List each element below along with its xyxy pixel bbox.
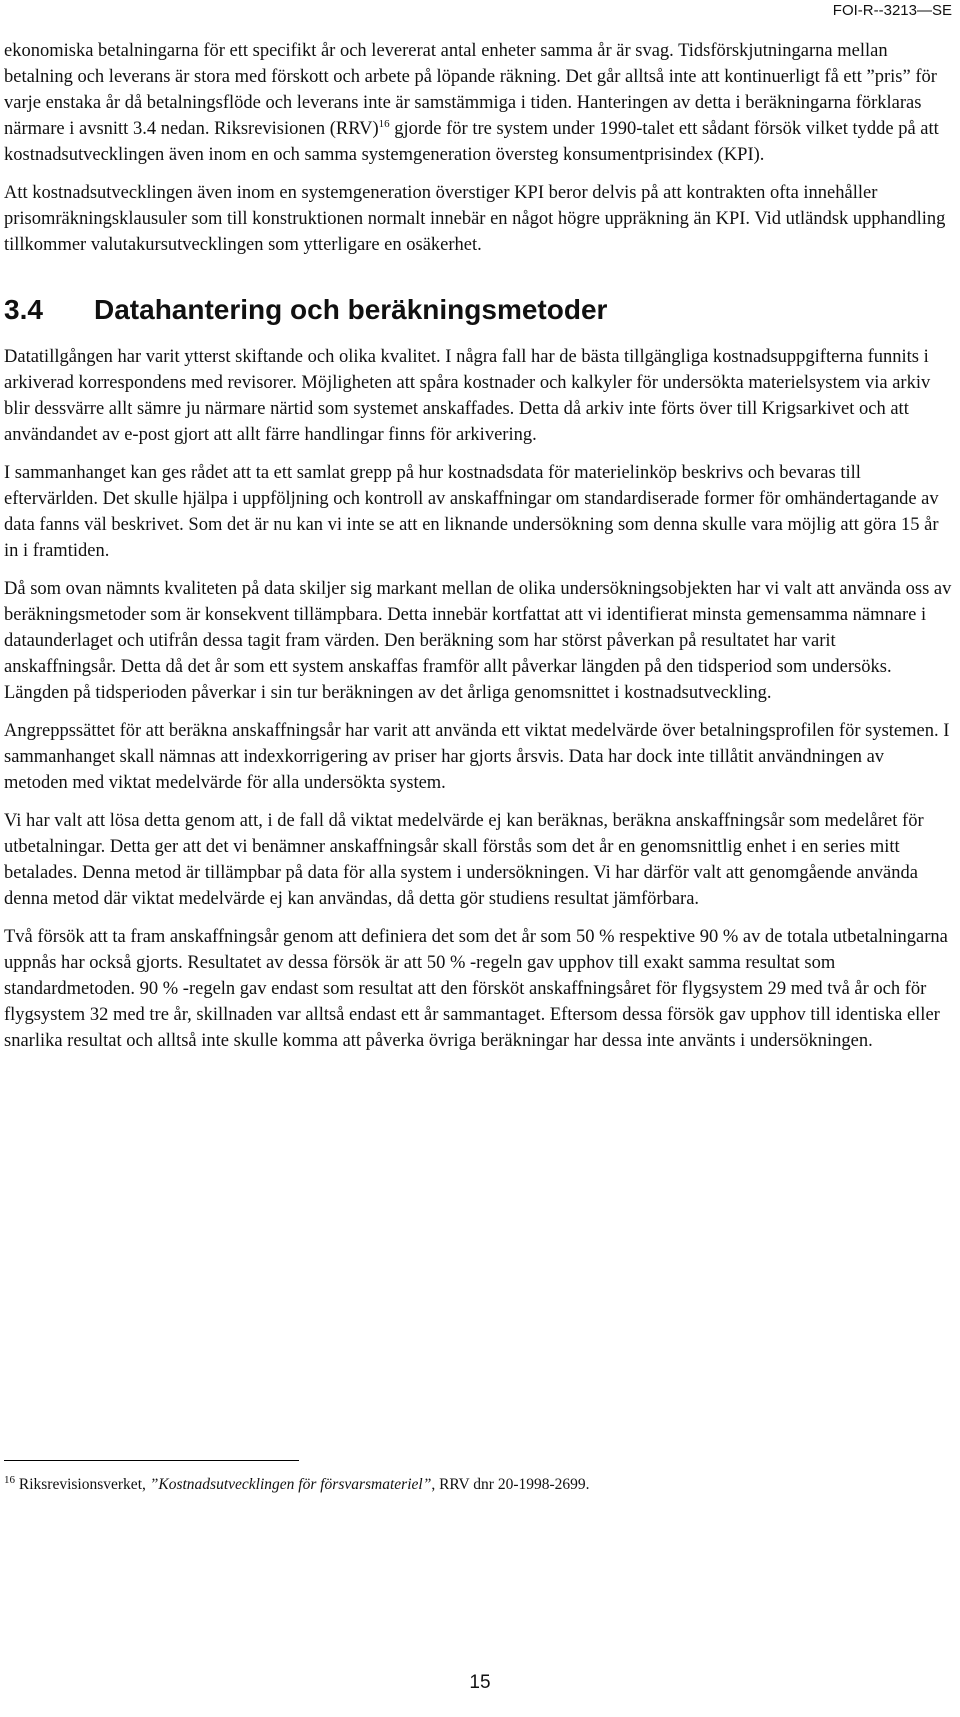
paragraph: Då som ovan nämnts kvaliteten på data skiljer sig markant mellan de olika undersökningsobjekten har vi valt att använda oss av beräkningsmetoder som är konsekvent tillämpbara. Detta innebär kortfattat att vi identifierat minsta gemensamma nämnare i dataunderlaget och utifrån dessa tagit fram värden. Den beräkning som har störst påverkan på resultatet har varit anskaffningsår. Detta då det år som ett system anskaffas framför allt påverkar längden på den tidsperiod som undersöks. Längden på tidsperioden påverkar i sin tur beräkningen av det årliga genomsnittet i kostnadsutveckling. (4, 579, 952, 703)
footnote-title: ”Kostnadsutvecklingen för försvarsmateriel” (149, 1476, 432, 1493)
page-number: 15 (469, 1672, 491, 1693)
body-text (4, 38, 952, 1066)
paragraph: Datatillgången har varit ytterst skiftande och olika kvalitet. I några fall har de bästa tillgängliga kostnadsuppgifterna funnits i arkiverad korrespondens med revisorer. Möjligheten att spåra kostnader och kalkyler för undersökta materielsystem via arkiv blir dessvärre allt sämre ju närmare närtid som systemet anskaffades. Detta då arkiv inte förts över till Krigsarkivet och att användandet av e-post gjort att allt färre handlingar finns för arkivering. (4, 347, 931, 445)
footnote-reference[interactable]: 16 (378, 117, 390, 130)
footnote: $^{16}$ Riksrevisionsverket, ”Kostnadsutvecklingen för försvarsmateriel”, RRV dnr 20-1998-2699. (4, 1473, 590, 1493)
section-number: 3.4 (4, 294, 43, 325)
footnote-divider (4, 1460, 299, 1461)
section-title: Datahantering och beräkningsmetoder (94, 294, 608, 325)
report-id: FOI-R--3213—SE (832, 2, 952, 19)
paragraph: I sammanhanget kan ges rådet att ta ett samlat grepp på hur kostnadsdata för materielinköp beskrivs och bevaras till eftervärlden. Det skulle hjälpa i uppföljning och kontroll av anskaffningar om standardiserade former för omhändertagande av data fanns väl beskrivet. Som det är nu kan vi inte se att en liknande undersökning som denna skulle vara möjlig att göra 15 år in i framtiden. (4, 463, 939, 561)
section-heading (4, 294, 952, 326)
paragraph: Att kostnadsutvecklingen även inom en systemgeneration överstiger KPI beror delvis på att kontrakten ofta innehåller prisomräkningsklausuler som till konstruktionen normalt innebär en något högre uppräkning än KPI. Vid utländsk upphandling tillkommer valutakursutvecklingen som ytterligare en osäkerhet. (4, 183, 946, 255)
paragraph: ekonomiska betalningarna för ett specifikt år och levererat antal enheter samma år är svag. Tidsförskjutningarna mellan betalning och leverans är stora med förskott och arbete på löpande räkning. Det går alltså inte att kontinuerligt få ett ”pris” för varje enstaka år då betalningsflöde och leverans inte är samstämmiga i tiden. Hanteringen av detta i beräkningarna förklaras närmare i avsnitt 3.4 nedan. Riksrevisionen (RRV)$^{16}$ gjorde för tre system under 1990-talet ett sådant försök vilket tydde på att kostnadsutvecklingen även inom en och samma systemgeneration översteg konsumentprisindex (KPI). (4, 41, 939, 165)
paragraph: Två försök att ta fram anskaffningsår genom att definiera det som det år som 50 % respektive 90 % av de totala utbetalningarna uppnås har också gjorts. Resultatet av dessa försök är att 50 % -regeln gav upphov till exakt samma resultat som standardmetoden. 90 % -regeln gav endast som resultat att den försköt anskaffningsåret för flygsystem 29 med två år och för flygsystem 32 med tre år, skillnaden var alltså endast ett år sammantaget. Eftersom dessa försök gav upphov till identiska eller snarlika resultat och alltså inte skulle komma att påverka övriga beräkningar har dessa inte använts i undersökningen. (4, 927, 948, 1051)
paragraph: Angreppssättet för att beräkna anskaffningsår har varit att använda ett viktat medelvärde över betalningsprofilen för systemen. I sammanhanget skall nämnas att indexkorrigering av priser har gjorts årsvis. Data har dock inte tillåtit användningen av metoden med viktat medelvärde för alla undersökta system. (4, 721, 950, 793)
footnote-number: 16 (4, 1473, 15, 1486)
paragraph: Vi har valt att lösa detta genom att, i de fall då viktat medelvärde ej kan beräknas, beräkna anskaffningsår som medelåret för utbetalningar. Detta ger att det vi benämner anskaffningsår skall förstås som det år en genomsnittlig enhet i en series mitt betalades. Denna metod är tillämpbar på data för alla system i undersökningen. Vi har därför valt att genomgående använda denna metod där viktat medelvärde ej kan användas, då detta gör studiens resultat jämförbara. (4, 811, 924, 909)
